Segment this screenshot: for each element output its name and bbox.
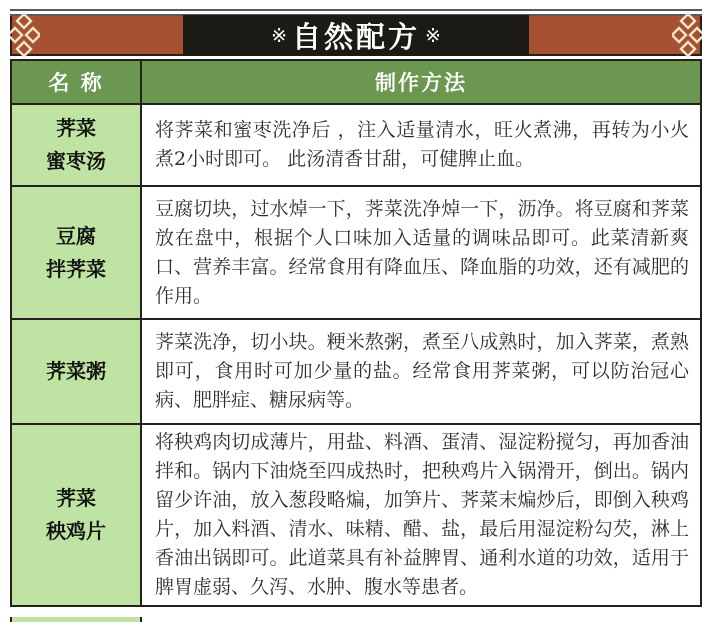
recipe-name-line: 秧鸡片: [46, 519, 106, 543]
table-row: [11, 424, 701, 606]
rule-line: [10, 9, 702, 11]
header-row: [11, 60, 701, 104]
recipe-method: 豆腐切块，过水焯一下，荠菜洗净焯一下，沥净。将豆腐和荠菜放在盘中，根据个人口味加入适量的调味品即可。此菜清新爽口、营养丰富。经常食用有降血压、降血脂的功效，还有减肥的作用。: [141, 186, 701, 319]
recipe-name: [11, 319, 141, 424]
recipe-name-line: 荠菜: [56, 486, 96, 510]
diamond-ornament-right-icon: [672, 12, 702, 58]
recipe-table: [10, 59, 702, 607]
recipe-name: [11, 424, 141, 606]
recipe-name: [11, 186, 141, 319]
recipe-method: 将秧鸡肉切成薄片，用盐、料酒、蛋清、湿淀粉搅匀，再加香油拌和。锅内下油烧至四成热时，把秧鸡片入锅滑开，倒出。锅内留少许油，放入葱段略煸，加笋片、荠菜末煸炒后，即倒入秧鸡片，加入料酒、清水、味精、醋、盐，最后用湿淀粉勾芡，淋上香油出锅即可。此道菜具有补益脾胃、通利水道的功效，适用于脾胃虚弱、久泻、水肿、腹水等患者。: [141, 424, 701, 606]
page-title: [183, 15, 529, 56]
diamond-ornament-left-icon: [10, 12, 40, 58]
table-row: [11, 186, 701, 319]
column-header-name: 名 称: [11, 60, 141, 104]
recipe-name-line: 拌荠菜: [46, 256, 106, 281]
next-row-partial-cell: [10, 617, 142, 622]
recipe-method: 将荠菜和蜜枣洗净后 ，注入适量清水，旺火煮沸，再转为小火煮2小时即可。 此汤清香甘甜，可健脾止血。: [141, 104, 701, 186]
recipe-name-line: 豆腐: [56, 223, 96, 248]
recipe-name-line: 蜜枣汤: [46, 149, 106, 173]
table-row: [11, 104, 701, 186]
title-banner: [10, 16, 702, 56]
recipe-method: 荠菜洗净，切小块。粳米熬粥，煮至八成熟时，加入荠菜，煮熟即可，食用时可加少量的盐。经常食用荠菜粥，可以防治冠心病、肥胖症、糖尿病等。: [141, 319, 701, 424]
recipe-name-line: 荠菜: [56, 116, 96, 140]
table-row: [11, 319, 701, 424]
title-mark-left: ※: [271, 24, 287, 47]
title-text: 自然配方: [291, 20, 420, 54]
title-mark-right: ※: [425, 24, 441, 47]
column-header-method: 制作方法: [141, 60, 701, 104]
recipe-name: [11, 104, 141, 186]
recipe-name-line: 荠菜粥: [46, 359, 106, 383]
